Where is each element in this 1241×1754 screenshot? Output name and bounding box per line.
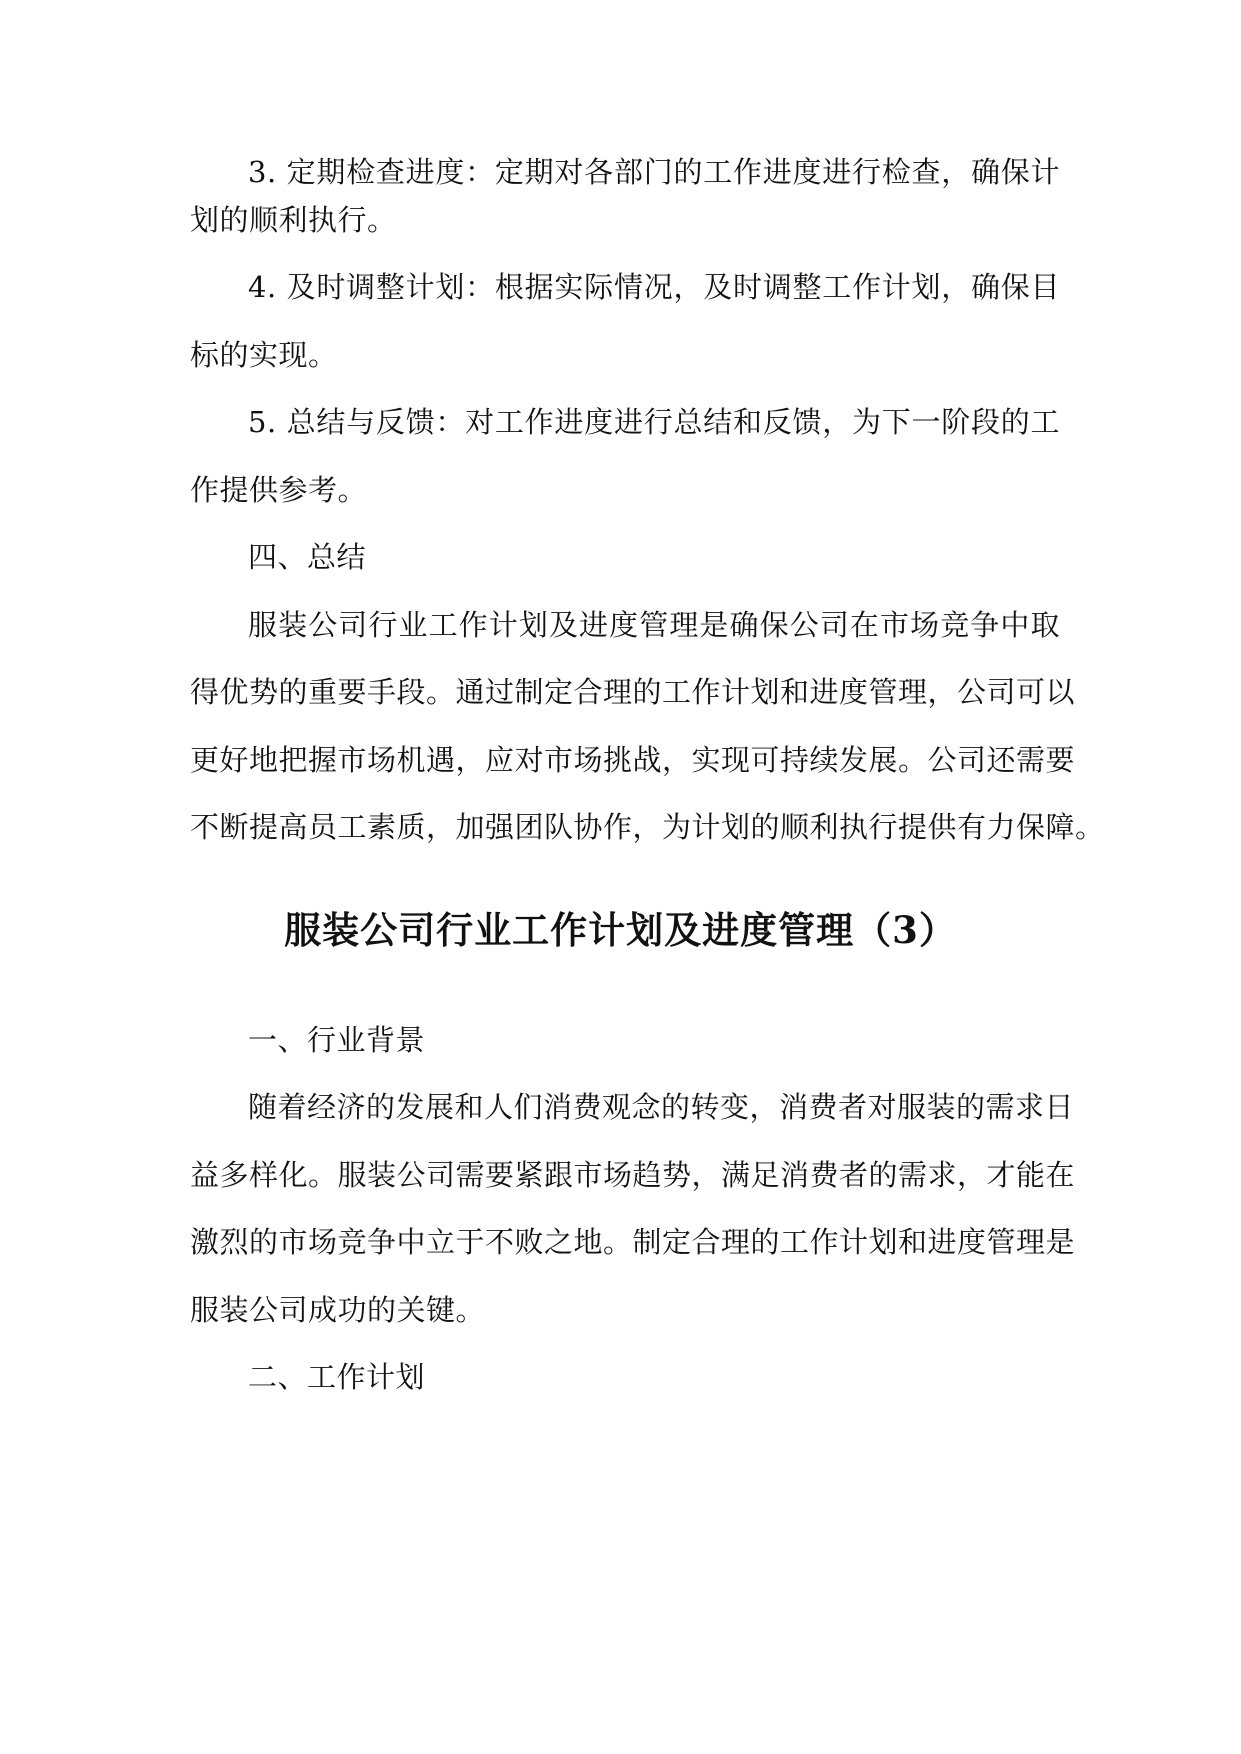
paragraph-line: 不断提高员工素质，加强团队协作，为计划的顺利执行提供有力保障。 (190, 810, 1105, 844)
paragraph-line: 激烈的市场竞争中立于不败之地。制定合理的工作计划和进度管理是 (190, 1225, 1076, 1259)
paragraph-line: 得优势的重要手段。通过制定合理的工作计划和进度管理，公司可以 (190, 675, 1076, 709)
paragraph-line: 4. 及时调整计划：根据实际情况，及时调整工作计划，确保目 (248, 270, 1060, 304)
document-title: 服装公司行业工作计划及进度管理（3） (284, 908, 957, 952)
paragraph-line: 更好地把握市场机遇，应对市场挑战，实现可持续发展。公司还需要 (190, 743, 1076, 777)
paragraph-line: 作提供参考。 (190, 473, 368, 507)
section-heading: 二、工作计划 (248, 1360, 426, 1394)
paragraph-line: 随着经济的发展和人们消费观念的转变，消费者对服装的需求日 (248, 1090, 1075, 1124)
paragraph-line: 益多样化。服装公司需要紧跟市场趋势，满足消费者的需求，才能在 (190, 1158, 1076, 1192)
paragraph-line: 5. 总结与反馈：对工作进度进行总结和反馈，为下一阶段的工 (248, 405, 1060, 439)
section-heading: 一、行业背景 (248, 1023, 426, 1057)
paragraph-line: 划的顺利执行。 (190, 203, 397, 237)
paragraph-line: 标的实现。 (190, 338, 338, 372)
paragraph-line: 服装公司行业工作计划及进度管理是确保公司在市场竞争中取 (248, 608, 1060, 642)
paragraph-line: 服装公司成功的关键。 (190, 1293, 486, 1327)
section-heading: 四、总结 (248, 540, 367, 574)
paragraph-line: 3. 定期检查进度：定期对各部门的工作进度进行检查，确保计 (248, 155, 1060, 189)
